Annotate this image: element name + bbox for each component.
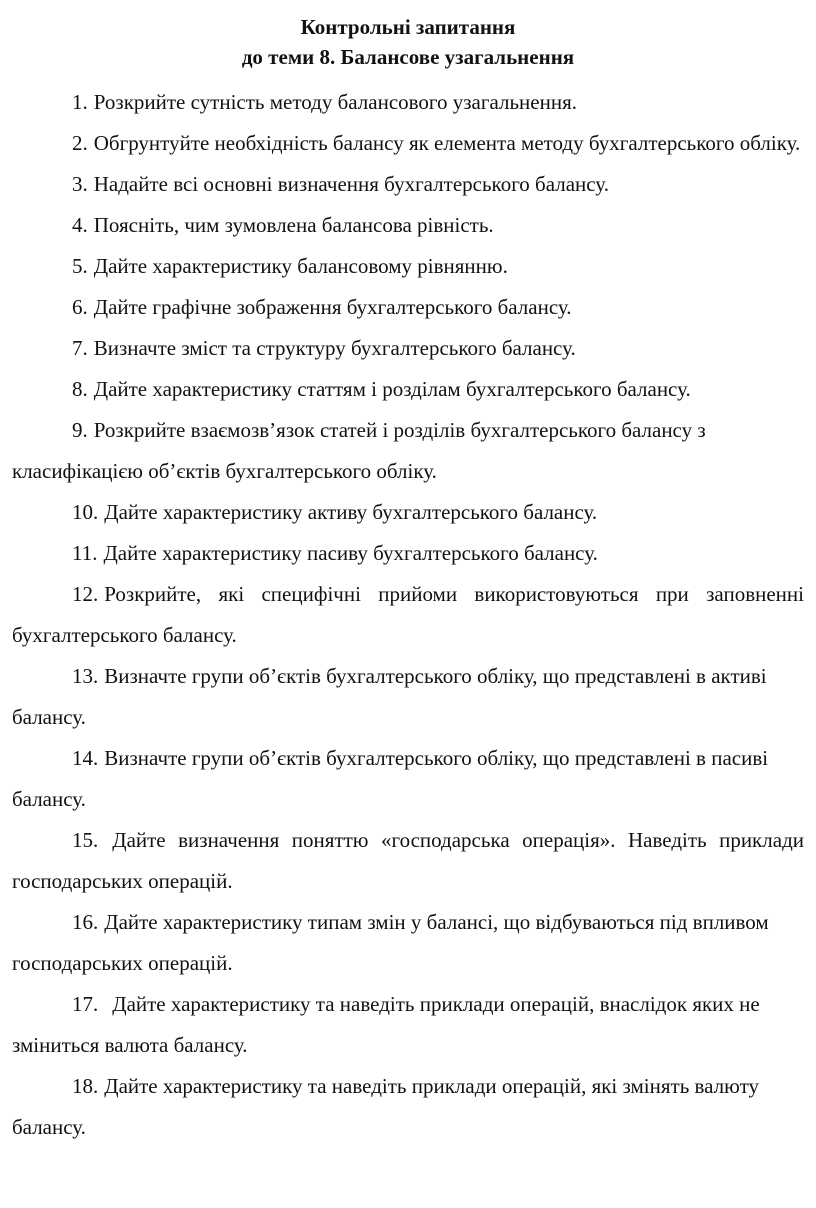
question-item — [12, 738, 804, 820]
question-number: 17. — [72, 992, 99, 1016]
question-number: 5. — [72, 254, 88, 278]
question-number: 10. — [72, 500, 99, 524]
question-number: 4. — [72, 213, 88, 237]
question-text: Дайте характеристику пасиву бухгалтерського балансу. — [103, 541, 598, 565]
question-list — [12, 82, 804, 1148]
question-item — [12, 123, 804, 164]
title-line-2: до теми 8. Балансове узагальнення — [241, 45, 575, 69]
question-item — [12, 656, 804, 738]
question-item — [12, 328, 804, 369]
question-text: Дайте визначення поняттю «господарська операція». Наведіть приклади господарських операцій. — [12, 828, 804, 893]
question-item — [12, 984, 804, 1066]
question-text: Дайте характеристику та наведіть приклади операцій, внаслідок яких не зміниться валюта балансу. — [12, 992, 760, 1057]
question-text: Дайте характеристику та наведіть приклади операцій, які змінять валюту балансу. — [12, 1074, 759, 1139]
question-text: Дайте характеристику типам змін у балансі, що відбуваються під впливом господарських операцій. — [12, 910, 769, 975]
question-item — [12, 410, 804, 492]
question-item — [12, 902, 804, 984]
question-number: 3. — [72, 172, 88, 196]
question-item — [12, 492, 804, 533]
question-item — [12, 164, 804, 205]
question-item — [12, 246, 804, 287]
question-item — [12, 369, 804, 410]
question-number: 6. — [72, 295, 88, 319]
question-item — [12, 820, 804, 902]
question-number: 18. — [72, 1074, 99, 1098]
question-number: 11. — [72, 541, 98, 565]
page-title — [12, 12, 804, 72]
question-number: 16. — [72, 910, 99, 934]
question-item — [12, 574, 804, 656]
question-number: 8. — [72, 377, 88, 401]
question-text: Дайте графічне зображення бухгалтерського балансу. — [93, 295, 572, 319]
question-text: Поясніть, чим зумовлена балансова рівність. — [93, 213, 494, 237]
question-text: Дайте характеристику статтям і розділам бухгалтерського балансу. — [93, 377, 691, 401]
question-text: Розкрийте, які специфічні прийоми використовуються при заповненні бухгалтерського балансу. — [12, 582, 804, 647]
question-text: Обгрунтуйте необхідність балансу як елемента методу бухгалтерського обліку. — [93, 131, 801, 155]
question-text: Визначте зміст та структуру бухгалтерського балансу. — [93, 336, 576, 360]
question-item — [12, 205, 804, 246]
question-item — [12, 1066, 804, 1148]
title-line-1: Контрольні запитання — [300, 15, 516, 39]
question-item — [12, 533, 804, 574]
question-item — [12, 82, 804, 123]
question-number: 14. — [72, 746, 99, 770]
question-number: 12. — [72, 582, 99, 606]
question-number: 1. — [72, 90, 88, 114]
question-item — [12, 287, 804, 328]
question-text: Визначте групи об’єктів бухгалтерського обліку, що представлені в активі балансу. — [12, 664, 767, 729]
question-text: Надайте всі основні визначення бухгалтерського балансу. — [93, 172, 609, 196]
question-number: 7. — [72, 336, 88, 360]
question-number: 2. — [72, 131, 88, 155]
question-text: Дайте характеристику балансовому рівнянню. — [93, 254, 508, 278]
question-number: 9. — [72, 418, 88, 442]
question-number: 13. — [72, 664, 99, 688]
question-text: Дайте характеристику активу бухгалтерського балансу. — [104, 500, 598, 524]
question-text: Розкрийте взаємозв’язок статей і розділів бухгалтерського балансу з класифікацією об’єктів бухгалтерського обліку. — [12, 418, 706, 483]
question-number: 15. — [72, 828, 99, 852]
question-text: Визначте групи об’єктів бухгалтерського обліку, що представлені в пасиві балансу. — [12, 746, 769, 811]
question-text: Розкрийте сутність методу балансового узагальнення. — [93, 90, 577, 114]
